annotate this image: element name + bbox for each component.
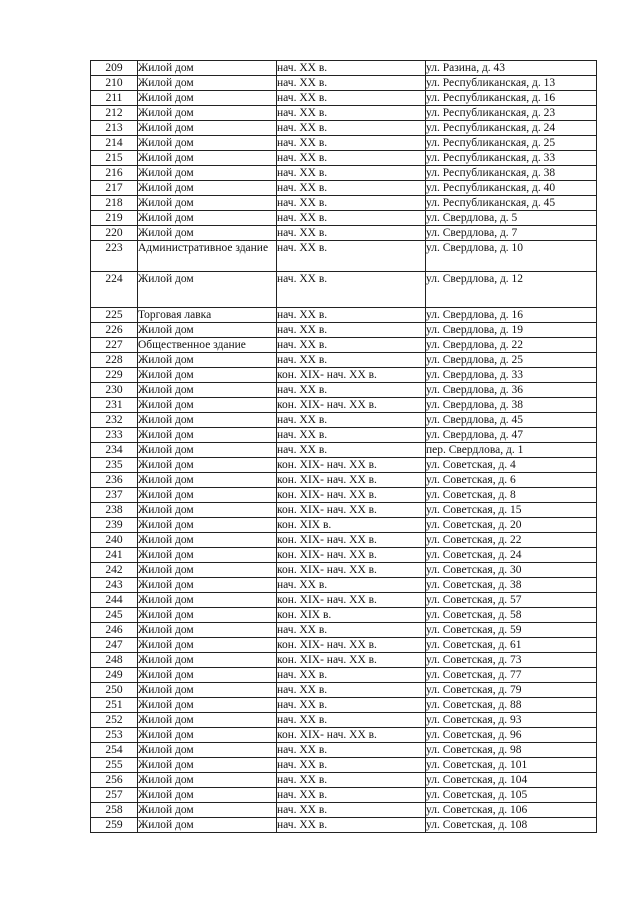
object-address: ул. Республиканская, д. 40 bbox=[426, 181, 597, 196]
row-number: 259 bbox=[91, 818, 138, 833]
row-number: 229 bbox=[91, 368, 138, 383]
object-name: Жилой дом bbox=[138, 728, 277, 743]
table-row bbox=[91, 166, 597, 181]
row-number: 212 bbox=[91, 106, 138, 121]
object-name: Торговая лавка bbox=[138, 308, 277, 323]
object-date: нач. XX в. bbox=[277, 136, 426, 151]
object-date: нач. XX в. bbox=[277, 818, 426, 833]
row-number: 241 bbox=[91, 548, 138, 563]
row-number: 257 bbox=[91, 788, 138, 803]
object-address: ул. Советская, д. 20 bbox=[426, 518, 597, 533]
object-name: Жилой дом bbox=[138, 166, 277, 181]
row-number: 255 bbox=[91, 758, 138, 773]
object-name: Жилой дом bbox=[138, 518, 277, 533]
object-name: Жилой дом bbox=[138, 398, 277, 413]
object-date: кон. XIX- нач. XX в. bbox=[277, 473, 426, 488]
row-number: 214 bbox=[91, 136, 138, 151]
table-row bbox=[91, 683, 597, 698]
row-number: 219 bbox=[91, 211, 138, 226]
table-row bbox=[91, 323, 597, 338]
row-number: 247 bbox=[91, 638, 138, 653]
row-number: 235 bbox=[91, 458, 138, 473]
object-address: ул. Свердлова, д. 22 bbox=[426, 338, 597, 353]
row-number: 252 bbox=[91, 713, 138, 728]
object-date: нач. XX в. bbox=[277, 226, 426, 241]
object-name: Жилой дом bbox=[138, 668, 277, 683]
object-address: ул. Свердлова, д. 38 bbox=[426, 398, 597, 413]
object-name: Жилой дом bbox=[138, 106, 277, 121]
object-name: Жилой дом bbox=[138, 136, 277, 151]
table-row bbox=[91, 383, 597, 398]
object-address: ул. Свердлова, д. 36 bbox=[426, 383, 597, 398]
table-row bbox=[91, 593, 597, 608]
object-address: ул. Советская, д. 93 bbox=[426, 713, 597, 728]
table-row bbox=[91, 226, 597, 241]
object-date: кон. XIX- нач. XX в. bbox=[277, 368, 426, 383]
table-row bbox=[91, 308, 597, 323]
object-address: ул. Советская, д. 30 bbox=[426, 563, 597, 578]
row-number: 234 bbox=[91, 443, 138, 458]
object-address: ул. Советская, д. 22 bbox=[426, 533, 597, 548]
object-date: нач. XX в. bbox=[277, 773, 426, 788]
object-date: нач. XX в. bbox=[277, 91, 426, 106]
table-row bbox=[91, 698, 597, 713]
object-name: Жилой дом bbox=[138, 653, 277, 668]
row-number: 231 bbox=[91, 398, 138, 413]
object-name: Жилой дом bbox=[138, 151, 277, 166]
row-number: 237 bbox=[91, 488, 138, 503]
object-name: Жилой дом bbox=[138, 211, 277, 226]
object-address: ул. Свердлова, д. 47 bbox=[426, 428, 597, 443]
object-address: ул. Советская, д. 88 bbox=[426, 698, 597, 713]
object-address: ул. Свердлова, д. 16 bbox=[426, 308, 597, 323]
object-date: нач. XX в. bbox=[277, 803, 426, 818]
object-date: нач. XX в. bbox=[277, 698, 426, 713]
object-date: нач. XX в. bbox=[277, 166, 426, 181]
object-date: кон. XIX в. bbox=[277, 608, 426, 623]
row-number: 211 bbox=[91, 91, 138, 106]
object-address: ул. Республиканская, д. 23 bbox=[426, 106, 597, 121]
object-address: ул. Советская, д. 98 bbox=[426, 743, 597, 758]
row-number: 244 bbox=[91, 593, 138, 608]
row-number: 216 bbox=[91, 166, 138, 181]
object-address: ул. Советская, д. 108 bbox=[426, 818, 597, 833]
object-address: ул. Советская, д. 79 bbox=[426, 683, 597, 698]
row-number: 232 bbox=[91, 413, 138, 428]
object-date: нач. XX в. bbox=[277, 383, 426, 398]
object-date: нач. XX в. bbox=[277, 683, 426, 698]
table-row bbox=[91, 773, 597, 788]
object-address: ул. Советская, д. 106 bbox=[426, 803, 597, 818]
object-address: ул. Советская, д. 24 bbox=[426, 548, 597, 563]
table-row bbox=[91, 743, 597, 758]
table-row bbox=[91, 578, 597, 593]
object-date: нач. XX в. bbox=[277, 121, 426, 136]
heritage-objects-table bbox=[90, 60, 597, 833]
object-name: Жилой дом bbox=[138, 743, 277, 758]
table-row bbox=[91, 548, 597, 563]
object-date: нач. XX в. bbox=[277, 241, 426, 272]
object-date: нач. XX в. bbox=[277, 743, 426, 758]
table-row bbox=[91, 121, 597, 136]
object-address: ул. Советская, д. 8 bbox=[426, 488, 597, 503]
object-name: Жилой дом bbox=[138, 368, 277, 383]
object-address: ул. Свердлова, д. 10 bbox=[426, 241, 597, 272]
table-row bbox=[91, 368, 597, 383]
object-address: ул. Свердлова, д. 33 bbox=[426, 368, 597, 383]
row-number: 228 bbox=[91, 353, 138, 368]
row-number: 220 bbox=[91, 226, 138, 241]
row-number: 258 bbox=[91, 803, 138, 818]
object-name: Жилой дом bbox=[138, 638, 277, 653]
row-number: 246 bbox=[91, 623, 138, 638]
table-row bbox=[91, 398, 597, 413]
table-row bbox=[91, 728, 597, 743]
object-date: нач. XX в. bbox=[277, 353, 426, 368]
row-number: 242 bbox=[91, 563, 138, 578]
object-date: кон. XIX- нач. XX в. bbox=[277, 728, 426, 743]
object-date: кон. XIX- нач. XX в. bbox=[277, 458, 426, 473]
object-name: Жилой дом bbox=[138, 121, 277, 136]
object-date: кон. XIX- нач. XX в. bbox=[277, 548, 426, 563]
object-name: Жилой дом bbox=[138, 383, 277, 398]
object-date: кон. XIX- нач. XX в. bbox=[277, 593, 426, 608]
object-name: Жилой дом bbox=[138, 593, 277, 608]
object-name: Жилой дом bbox=[138, 548, 277, 563]
table-row bbox=[91, 91, 597, 106]
table-row bbox=[91, 473, 597, 488]
row-number: 249 bbox=[91, 668, 138, 683]
object-address: ул. Свердлова, д. 45 bbox=[426, 413, 597, 428]
row-number: 233 bbox=[91, 428, 138, 443]
object-address: ул. Свердлова, д. 19 bbox=[426, 323, 597, 338]
object-address: ул. Советская, д. 57 bbox=[426, 593, 597, 608]
object-date: нач. XX в. bbox=[277, 151, 426, 166]
object-date: кон. XIX- нач. XX в. bbox=[277, 488, 426, 503]
row-number: 213 bbox=[91, 121, 138, 136]
row-number: 217 bbox=[91, 181, 138, 196]
object-name: Жилой дом bbox=[138, 773, 277, 788]
object-name: Общественное здание bbox=[138, 338, 277, 353]
table-row bbox=[91, 106, 597, 121]
object-name: Жилой дом bbox=[138, 323, 277, 338]
object-name: Жилой дом bbox=[138, 76, 277, 91]
row-number: 243 bbox=[91, 578, 138, 593]
row-number: 251 bbox=[91, 698, 138, 713]
object-address: ул. Советская, д. 73 bbox=[426, 653, 597, 668]
table-row bbox=[91, 638, 597, 653]
row-number: 238 bbox=[91, 503, 138, 518]
table-row bbox=[91, 503, 597, 518]
table-row bbox=[91, 803, 597, 818]
object-address: ул. Республиканская, д. 33 bbox=[426, 151, 597, 166]
object-address: ул. Республиканская, д. 25 bbox=[426, 136, 597, 151]
table-row bbox=[91, 653, 597, 668]
row-number: 225 bbox=[91, 308, 138, 323]
object-date: нач. XX в. bbox=[277, 323, 426, 338]
row-number: 230 bbox=[91, 383, 138, 398]
object-date: нач. XX в. bbox=[277, 61, 426, 76]
object-date: нач. XX в. bbox=[277, 623, 426, 638]
object-name: Административное здание bbox=[138, 241, 277, 272]
object-date: нач. XX в. bbox=[277, 443, 426, 458]
table-row bbox=[91, 61, 597, 76]
table-row bbox=[91, 428, 597, 443]
object-name: Жилой дом bbox=[138, 196, 277, 211]
object-address: ул. Свердлова, д. 25 bbox=[426, 353, 597, 368]
object-address: ул. Советская, д. 104 bbox=[426, 773, 597, 788]
object-date: кон. XIX- нач. XX в. bbox=[277, 398, 426, 413]
object-name: Жилой дом bbox=[138, 413, 277, 428]
table-row bbox=[91, 413, 597, 428]
object-name: Жилой дом bbox=[138, 428, 277, 443]
object-name: Жилой дом bbox=[138, 608, 277, 623]
object-address: ул. Республиканская, д. 13 bbox=[426, 76, 597, 91]
object-date: нач. XX в. bbox=[277, 578, 426, 593]
table-row bbox=[91, 488, 597, 503]
object-date: нач. XX в. bbox=[277, 428, 426, 443]
row-number: 224 bbox=[91, 272, 138, 308]
object-date: нач. XX в. bbox=[277, 106, 426, 121]
object-address: ул. Советская, д. 38 bbox=[426, 578, 597, 593]
table-row bbox=[91, 518, 597, 533]
object-date: нач. XX в. bbox=[277, 76, 426, 91]
object-name: Жилой дом bbox=[138, 683, 277, 698]
object-name: Жилой дом bbox=[138, 488, 277, 503]
object-address: ул. Свердлова, д. 7 bbox=[426, 226, 597, 241]
object-name: Жилой дом bbox=[138, 713, 277, 728]
object-date: нач. XX в. bbox=[277, 211, 426, 226]
object-name: Жилой дом bbox=[138, 353, 277, 368]
row-number: 218 bbox=[91, 196, 138, 211]
table-row bbox=[91, 458, 597, 473]
object-date: кон. XIX в. bbox=[277, 518, 426, 533]
object-name: Жилой дом bbox=[138, 473, 277, 488]
row-number: 227 bbox=[91, 338, 138, 353]
object-date: нач. XX в. bbox=[277, 713, 426, 728]
row-number: 215 bbox=[91, 151, 138, 166]
row-number: 209 bbox=[91, 61, 138, 76]
table-row bbox=[91, 353, 597, 368]
table-row bbox=[91, 668, 597, 683]
table-row bbox=[91, 443, 597, 458]
object-date: нач. XX в. bbox=[277, 272, 426, 308]
table-row bbox=[91, 181, 597, 196]
object-name: Жилой дом bbox=[138, 698, 277, 713]
object-date: кон. XIX- нач. XX в. bbox=[277, 503, 426, 518]
row-number: 236 bbox=[91, 473, 138, 488]
object-address: ул. Республиканская, д. 16 bbox=[426, 91, 597, 106]
table-row bbox=[91, 136, 597, 151]
object-name: Жилой дом bbox=[138, 758, 277, 773]
object-date: кон. XIX- нач. XX в. bbox=[277, 533, 426, 548]
object-address: ул. Свердлова, д. 12 bbox=[426, 272, 597, 308]
object-name: Жилой дом bbox=[138, 272, 277, 308]
object-address: ул. Советская, д. 77 bbox=[426, 668, 597, 683]
object-name: Жилой дом bbox=[138, 803, 277, 818]
table-row bbox=[91, 338, 597, 353]
table-body bbox=[91, 61, 597, 833]
object-name: Жилой дом bbox=[138, 563, 277, 578]
table-row bbox=[91, 758, 597, 773]
object-date: кон. XIX- нач. XX в. bbox=[277, 653, 426, 668]
table-row bbox=[91, 623, 597, 638]
object-address: ул. Советская, д. 59 bbox=[426, 623, 597, 638]
object-address: пер. Свердлова, д. 1 bbox=[426, 443, 597, 458]
table-row bbox=[91, 533, 597, 548]
row-number: 223 bbox=[91, 241, 138, 272]
object-date: нач. XX в. bbox=[277, 181, 426, 196]
object-date: нач. XX в. bbox=[277, 788, 426, 803]
object-address: ул. Республиканская, д. 24 bbox=[426, 121, 597, 136]
object-address: ул. Свердлова, д. 5 bbox=[426, 211, 597, 226]
object-address: ул. Республиканская, д. 45 bbox=[426, 196, 597, 211]
row-number: 253 bbox=[91, 728, 138, 743]
object-date: кон. XIX- нач. XX в. bbox=[277, 638, 426, 653]
row-number: 239 bbox=[91, 518, 138, 533]
object-date: нач. XX в. bbox=[277, 413, 426, 428]
table-row bbox=[91, 713, 597, 728]
object-address: ул. Советская, д. 101 bbox=[426, 758, 597, 773]
row-number: 240 bbox=[91, 533, 138, 548]
row-number: 248 bbox=[91, 653, 138, 668]
row-number: 250 bbox=[91, 683, 138, 698]
table-row bbox=[91, 563, 597, 578]
object-date: нач. XX в. bbox=[277, 758, 426, 773]
row-number: 226 bbox=[91, 323, 138, 338]
object-name: Жилой дом bbox=[138, 623, 277, 638]
object-address: ул. Республиканская, д. 38 bbox=[426, 166, 597, 181]
object-address: ул. Советская, д. 6 bbox=[426, 473, 597, 488]
object-address: ул. Советская, д. 58 bbox=[426, 608, 597, 623]
row-number: 256 bbox=[91, 773, 138, 788]
row-number: 245 bbox=[91, 608, 138, 623]
object-name: Жилой дом bbox=[138, 61, 277, 76]
object-address: ул. Советская, д. 61 bbox=[426, 638, 597, 653]
table-row bbox=[91, 608, 597, 623]
object-date: нач. XX в. bbox=[277, 196, 426, 211]
table-row bbox=[91, 211, 597, 226]
object-date: нач. XX в. bbox=[277, 668, 426, 683]
object-name: Жилой дом bbox=[138, 458, 277, 473]
object-name: Жилой дом bbox=[138, 503, 277, 518]
object-address: ул. Советская, д. 96 bbox=[426, 728, 597, 743]
table-row bbox=[91, 241, 597, 272]
object-address: ул. Советская, д. 4 bbox=[426, 458, 597, 473]
table-row bbox=[91, 818, 597, 833]
object-date: нач. XX в. bbox=[277, 338, 426, 353]
object-name: Жилой дом bbox=[138, 578, 277, 593]
table-row bbox=[91, 151, 597, 166]
object-name: Жилой дом bbox=[138, 226, 277, 241]
table-row bbox=[91, 76, 597, 91]
object-name: Жилой дом bbox=[138, 91, 277, 106]
row-number: 254 bbox=[91, 743, 138, 758]
object-date: кон. XIX- нач. XX в. bbox=[277, 563, 426, 578]
object-name: Жилой дом bbox=[138, 818, 277, 833]
object-date: нач. XX в. bbox=[277, 308, 426, 323]
object-address: ул. Советская, д. 105 bbox=[426, 788, 597, 803]
row-number: 210 bbox=[91, 76, 138, 91]
table-row bbox=[91, 788, 597, 803]
object-name: Жилой дом bbox=[138, 788, 277, 803]
table-row bbox=[91, 196, 597, 211]
object-name: Жилой дом bbox=[138, 443, 277, 458]
object-name: Жилой дом bbox=[138, 533, 277, 548]
object-name: Жилой дом bbox=[138, 181, 277, 196]
object-address: ул. Советская, д. 15 bbox=[426, 503, 597, 518]
object-address: ул. Разина, д. 43 bbox=[426, 61, 597, 76]
table-row bbox=[91, 272, 597, 308]
